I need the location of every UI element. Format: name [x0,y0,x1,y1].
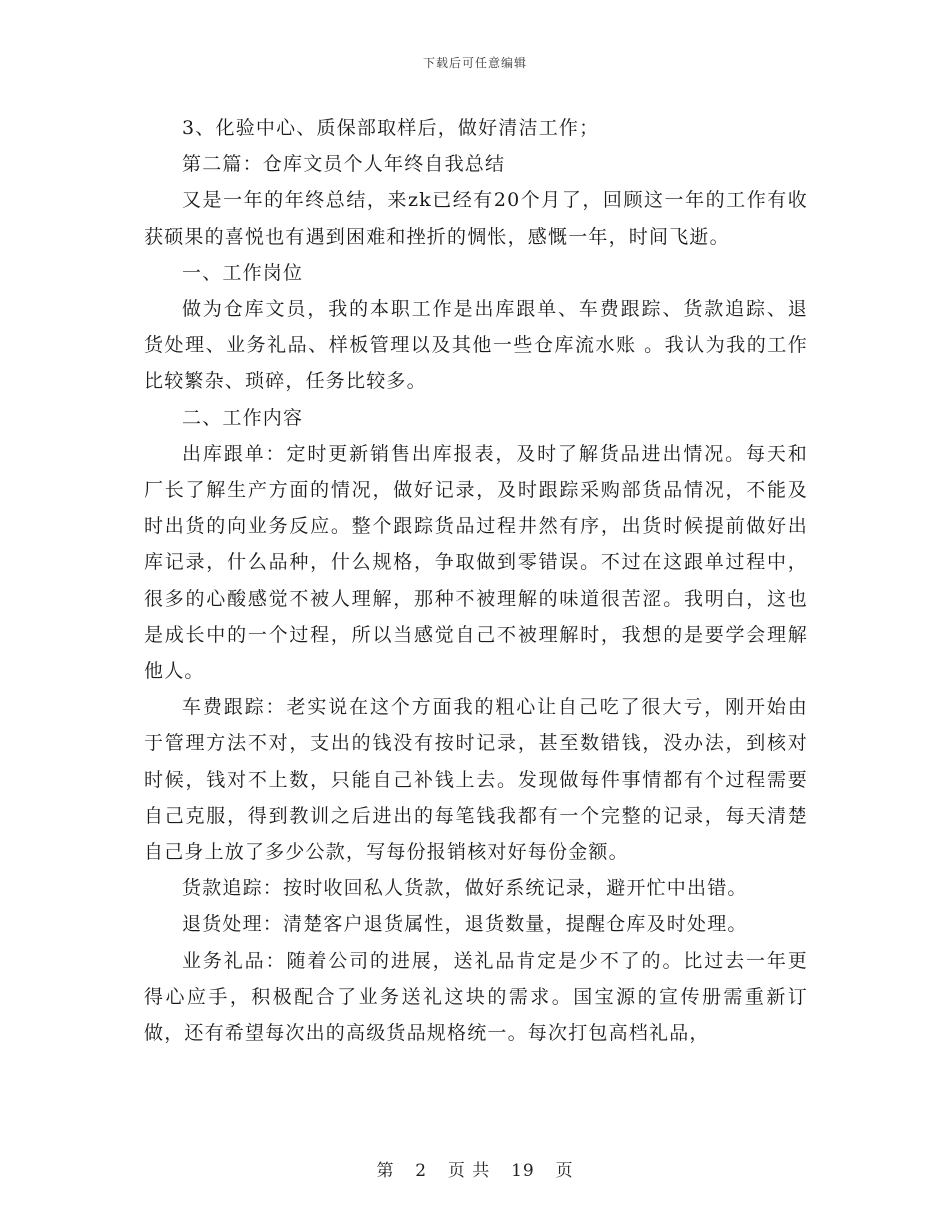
page-number [0,1156,950,1181]
footer-mid: 页 共 [447,1161,491,1181]
footer-prefix: 第 [376,1161,395,1181]
heading-work-content: 二、工作内容 [182,406,304,429]
gifts-paragraph: 业务礼品：随着公司的进展，送礼品肯定是少不了的。比过去一年更得心应手，积极配合了业务送礼这块的需求。国宝源的宣传册需重新订做，还有希望每次出的高级货品规格统一。每次打包高档礼品， [144,949,808,1045]
returns-paragraph: 退货处理：清楚客户退货属性，退货数量，提醒仓库及时处理。 [182,913,748,936]
heading-work-position: 一、工作岗位 [182,261,304,284]
document-body [144,110,808,1051]
section-title: 第二篇：仓库文员个人年终自我总结 [182,153,506,176]
payment-paragraph: 货款追踪：按时收回私人货款，做好系统记录，避开忙中出错。 [182,877,748,900]
freight-paragraph: 车费跟踪：老实说在这个方面我的粗心让自己吃了很大亏，刚开始由于管理方法不对，支出的钱没有按时记录，甚至数错钱，没办法，到核对时候，钱对不上数，只能自己补钱上去。发现做每件事情都有个过程需要自己克服，得到教训之后进出的每笔钱我都有一个完整的记录，每天清楚自己身上放了多少公款，写每份报销核对好每份金额。 [144,696,808,864]
paragraph-item-3: 3、化验中心、质保部取样后，做好清洁工作； [182,117,600,139]
footer-current-page: 2 [415,1161,428,1181]
intro-paragraph: 又是一年的年终总结，来zk已经有20个月了，回顾这一年的工作有收获硕果的喜悦也有遇到困难和挫折的惆怅，感慨一年，时间飞逝。 [144,189,808,248]
footer-suffix: 页 [555,1161,574,1181]
work-position-paragraph: 做为仓库文员，我的本职工作是出库跟单、车费跟踪、货款追踪、退货处理、业务礼品、样板管理以及其他一些仓库流水账 。我认为我的工作比较繁杂、琐碎，任务比较多。 [144,298,808,393]
page-header-note: 下载后可任意编辑 [422,56,527,70]
footer-total-pages: 19 [511,1161,535,1181]
outbound-paragraph: 出库跟单：定时更新销售出库报表，及时了解货品进出情况。每天和厂长了解生产方面的情况，做好记录，及时跟踪采购部货品情况，不能及时出货的向业务反应。整个跟踪货品过程井然有序，出货时候提前做好出库记录，什么品种，什么规格，争取做到零错误。不过在这跟单过程中，很多的心酸感觉不被人理解，那种不被理解的味道很苦涩。我明白，这也是成长中的一个过程，所以当感觉自己不被理解时，我想的是要学会理解他人。 [144,442,808,683]
